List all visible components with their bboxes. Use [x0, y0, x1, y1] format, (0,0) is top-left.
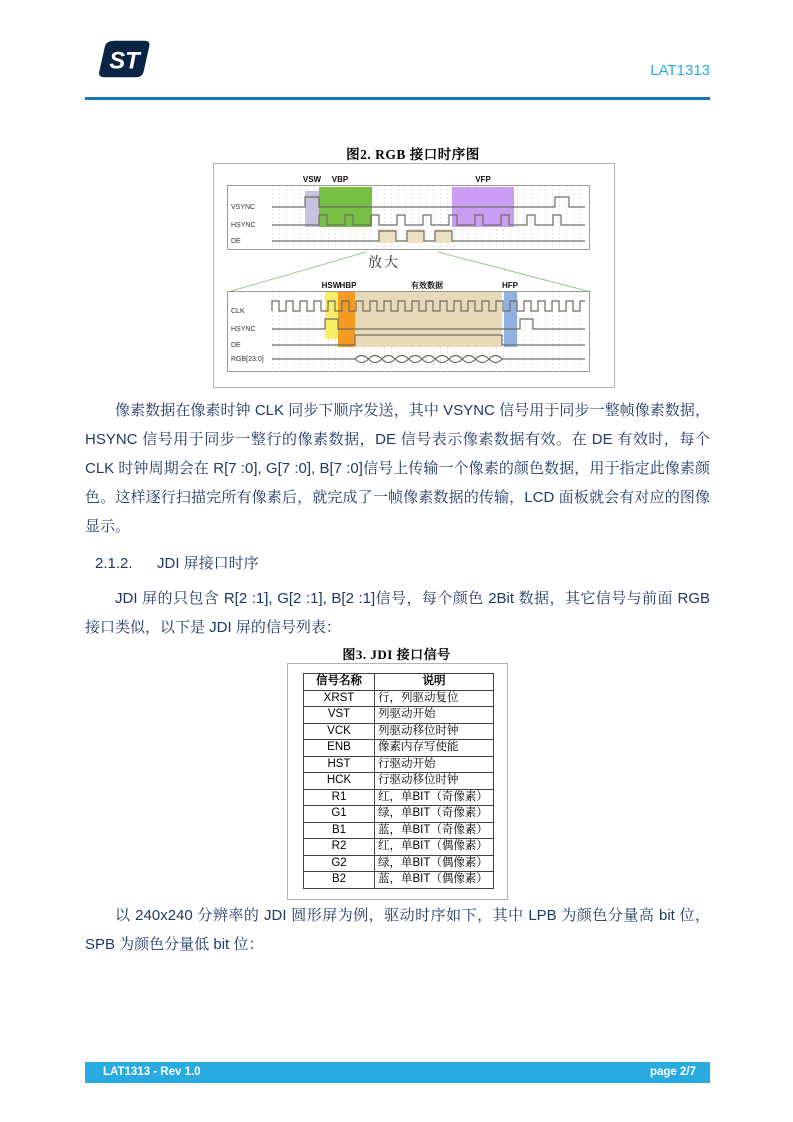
signal-label-hsync: HSYNC: [231, 222, 256, 229]
hsw-region: [325, 292, 338, 339]
table-row: [304, 822, 494, 839]
header-rule: [85, 97, 710, 100]
signal-desc-cell: 绿，单BIT（偶像素）: [375, 855, 494, 872]
timing-panel-zoomed: [227, 279, 590, 373]
signal-name-cell: ENB: [304, 740, 375, 757]
column-header-description: 说明: [375, 674, 494, 691]
table-row: [304, 723, 494, 740]
footer-page-number: page 2/7: [649, 1066, 696, 1078]
signal-label-hsync: HSYNC: [231, 326, 256, 333]
table-row: [304, 872, 494, 889]
signal-desc-cell: 蓝，单BIT（奇像素）: [375, 822, 494, 839]
signal-desc-cell: 红，单BIT（奇像素）: [375, 789, 494, 806]
signal-name-cell: VCK: [304, 723, 375, 740]
figure3-caption: 图3. JDI 接口信号: [342, 647, 451, 662]
zoom-label: 放大: [368, 254, 400, 270]
section-title: JDI 屏接口时序: [157, 555, 259, 572]
doc-id-label: LAT1313: [650, 62, 710, 79]
signal-desc-cell: 像素内存写使能: [375, 740, 494, 757]
paragraph-jdi-example: 以 240x240 分辨率的 JDI 圆形屏为例，驱动时序如下，其中 LPB 为颜色分量高 bit 位，SPB 为颜色分量低 bit 位：: [85, 907, 710, 953]
hfp-region: [504, 292, 517, 347]
table-row: [304, 855, 494, 872]
table-header-row: [304, 674, 494, 691]
paragraph-jdi-intro: JDI 屏的只包含 R[2 :1], G[2 :1], B[2 :1]信号，每个颜色 2Bit 数据，其它信号与前面 RGB 接口类似，以下是 JDI 屏的信号列表：: [85, 590, 710, 636]
timing-panel-frame: [227, 173, 590, 251]
st-logo-text: ST: [109, 47, 140, 75]
region-label-hsw: HSW: [321, 281, 341, 290]
vsw-region: [305, 191, 319, 227]
footer-doc-rev: LAT1313 - Rev 1.0: [103, 1066, 201, 1078]
signal-label-de: DE: [231, 238, 241, 245]
table-row: [304, 839, 494, 856]
hbp-region: [338, 292, 355, 347]
signal-label-vsync: VSYNC: [231, 204, 256, 211]
section-number: 2.1.2.: [95, 555, 133, 572]
jdi-signal-table: [303, 673, 494, 889]
signal-name-cell: HCK: [304, 773, 375, 790]
table-row: [304, 806, 494, 823]
signal-desc-cell: 列驱动开始: [375, 707, 494, 724]
table-row: [304, 773, 494, 790]
region-label-vsw: VSW: [302, 175, 322, 184]
table-row: [304, 707, 494, 724]
column-header-signal-name: 信号名称: [304, 674, 375, 691]
signal-name-cell: B2: [304, 872, 375, 889]
valid-data-region: [355, 292, 502, 347]
region-label-vbp: VBP: [331, 175, 349, 184]
signal-name-cell: XRST: [304, 690, 375, 707]
signal-name-cell: B1: [304, 822, 375, 839]
section-heading: [95, 552, 710, 576]
signal-name-cell: HST: [304, 756, 375, 773]
signal-name-cell: G2: [304, 855, 375, 872]
signal-name-cell: G1: [304, 806, 375, 823]
signal-name-cell: VST: [304, 707, 375, 724]
signal-desc-cell: 蓝，单BIT（偶像素）: [375, 872, 494, 889]
region-label-hfp: HFP: [502, 281, 518, 290]
region-label-hbp: HBP: [339, 281, 357, 290]
table-row: [304, 740, 494, 757]
signal-name-cell: R2: [304, 839, 375, 856]
figure2-timing-diagram: [213, 163, 615, 388]
signal-name-cell: R1: [304, 789, 375, 806]
paragraph-pixel-data: 像素数据在像素时钟 CLK 同步下顺序发送，其中 VSYNC 信号用于同步一整帧像素数据，HSYNC 信号用于同步一整行的像素数据，DE 信号表示像素数据有效。在 DE 有效时，每个 CLK 时钟周期会在 R[7 :0], G[7 :0], B[7 :0]信号上传输一个像素的颜色数据，用于指定此像素颜色。这样逐行扫描完所有像素后，就完成了一帧像素数据的传输，LCD 面板就会有对应的图像显示。: [85, 402, 710, 535]
signal-desc-cell: 列驱动移位时钟: [375, 723, 494, 740]
table-row: [304, 690, 494, 707]
region-label-vfp: VFP: [475, 175, 491, 184]
signal-desc-cell: 行驱动开始: [375, 756, 494, 773]
signal-label-clk: CLK: [231, 308, 245, 315]
signal-label-rgb: RGB[23:0]: [231, 356, 264, 363]
footer-bar: [85, 1062, 710, 1083]
signal-desc-cell: 行驱动移位时钟: [375, 773, 494, 790]
signal-label-de: DE: [231, 342, 241, 349]
figure2-caption: 图2. RGB 接口时序图: [346, 147, 480, 162]
table-row: [304, 756, 494, 773]
signal-desc-cell: 行，列驱动复位: [375, 690, 494, 707]
table-row: [304, 789, 494, 806]
signal-desc-cell: 绿，单BIT（奇像素）: [375, 806, 494, 823]
region-label-valid-data: 有效数据: [411, 281, 443, 290]
figure3-signal-table-frame: [287, 663, 508, 900]
signal-desc-cell: 红，单BIT（偶像素）: [375, 839, 494, 856]
